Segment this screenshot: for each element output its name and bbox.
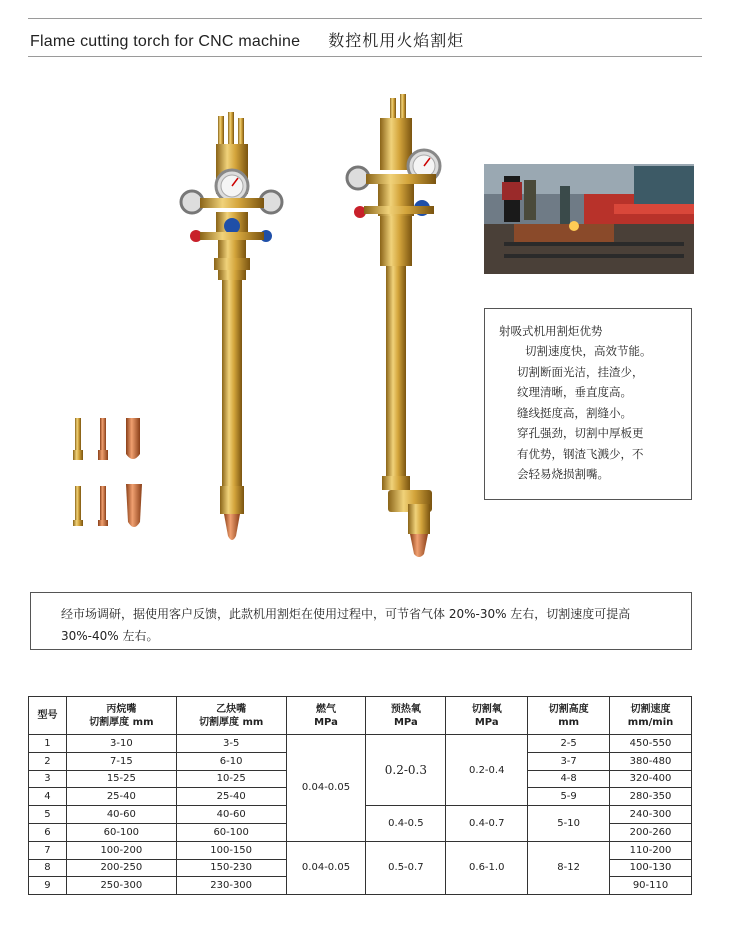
title-underline — [28, 56, 702, 57]
cell-cutting-oxygen: 0.4-0.7 — [446, 806, 528, 842]
advantage-line-6: 有优势，钢渣飞溅少，不 — [517, 446, 644, 461]
page-title — [30, 28, 464, 51]
cell-height: 2-5 — [528, 735, 610, 753]
cell-height: 5-9 — [528, 788, 610, 806]
cell-height: 5-10 — [528, 806, 610, 842]
cell-cutting-oxygen: 0.2-0.4 — [446, 735, 528, 806]
cell-acetylene: 60-100 — [176, 823, 286, 841]
cell-speed: 320-400 — [610, 770, 692, 788]
header-propane: 丙烷嘴 切割厚度 mm — [66, 697, 176, 735]
advantage-line-4: 缝线挺度高，割缝小。 — [517, 405, 632, 420]
cell-acetylene: 6-10 — [176, 752, 286, 770]
header-acetylene: 乙炔嘴 切割厚度 mm — [176, 697, 286, 735]
cell-propane: 40-60 — [66, 806, 176, 824]
advantage-line-2: 切割断面光洁，挂渣少， — [517, 364, 644, 379]
cell-model: 8 — [29, 859, 67, 877]
title-english: Flame cutting torch for CNC machine — [30, 33, 301, 50]
cell-model: 9 — [29, 877, 67, 895]
table-header-row — [29, 697, 692, 735]
table-row — [29, 735, 692, 753]
cell-propane: 7-15 — [66, 752, 176, 770]
cell-model: 2 — [29, 752, 67, 770]
torch-angled-image — [340, 92, 450, 557]
cell-preheat: 0.4-0.5 — [366, 806, 446, 842]
header-preheat: 预热氧 MPa — [366, 697, 446, 735]
market-note: 经市场调研，据使用客户反馈，此款机用割炬在使用过程中，可节省气体 20%-30% 左右，切割速度可提高 30%-40% 左右。 — [30, 592, 692, 650]
cell-speed: 100-130 — [610, 859, 692, 877]
cell-model: 5 — [29, 806, 67, 824]
cell-model: 4 — [29, 788, 67, 806]
header-speed: 切割速度 mm/min — [610, 697, 692, 735]
cell-preheat: 0.2-0.3 — [366, 735, 446, 806]
cell-propane: 200-250 — [66, 859, 176, 877]
advantage-line-3: 纹理清晰，垂直度高。 — [517, 385, 632, 399]
cell-acetylene: 10-25 — [176, 770, 286, 788]
cell-speed: 240-300 — [610, 806, 692, 824]
cell-speed: 90-110 — [610, 877, 692, 895]
cell-model: 7 — [29, 841, 67, 859]
advantages-box — [484, 308, 692, 500]
factory-photo — [484, 164, 694, 274]
advantages-heading: 射吸式机用割炬优势 — [499, 324, 603, 338]
cell-cutting-oxygen: 0.6-1.0 — [446, 841, 528, 894]
cell-acetylene: 40-60 — [176, 806, 286, 824]
cell-model: 1 — [29, 735, 67, 753]
advantage-line-1: 切割速度快，高效节能。 — [525, 344, 652, 358]
cell-fuel: 0.04-0.05 — [286, 841, 366, 894]
cell-speed: 380-480 — [610, 752, 692, 770]
cell-acetylene: 25-40 — [176, 788, 286, 806]
cell-propane: 100-200 — [66, 841, 176, 859]
cell-model: 3 — [29, 770, 67, 788]
nozzle-tips-image — [66, 412, 156, 534]
cell-acetylene: 230-300 — [176, 877, 286, 895]
top-rule — [28, 18, 702, 19]
header-height: 切割高度 mm — [528, 697, 610, 735]
cell-propane: 250-300 — [66, 877, 176, 895]
header-fuel: 燃气 MPa — [286, 697, 366, 735]
cell-speed: 450-550 — [610, 735, 692, 753]
title-chinese: 数控机用火焰割炬 — [328, 31, 465, 50]
table-row — [29, 841, 692, 859]
cell-speed: 110-200 — [610, 841, 692, 859]
cell-acetylene: 3-5 — [176, 735, 286, 753]
cell-fuel: 0.04-0.05 — [286, 735, 366, 842]
advantage-line-7: 会轻易烧损割嘴。 — [517, 467, 609, 481]
cell-preheat: 0.5-0.7 — [366, 841, 446, 894]
cell-propane: 60-100 — [66, 823, 176, 841]
cell-height: 8-12 — [528, 841, 610, 894]
advantage-line-5: 穿孔强劲，切割中厚板更 — [517, 426, 644, 440]
cell-height: 3-7 — [528, 752, 610, 770]
torch-straight-image — [170, 108, 290, 548]
cell-acetylene: 100-150 — [176, 841, 286, 859]
cell-acetylene: 150-230 — [176, 859, 286, 877]
spec-table — [28, 696, 692, 895]
cell-propane: 25-40 — [66, 788, 176, 806]
cell-propane: 3-10 — [66, 735, 176, 753]
header-model: 型号 — [29, 697, 67, 735]
cell-speed: 280-350 — [610, 788, 692, 806]
cell-speed: 200-260 — [610, 823, 692, 841]
cell-height: 4-8 — [528, 770, 610, 788]
header-cutting-oxygen: 切割氧 MPa — [446, 697, 528, 735]
cell-propane: 15-25 — [66, 770, 176, 788]
cell-model: 6 — [29, 823, 67, 841]
